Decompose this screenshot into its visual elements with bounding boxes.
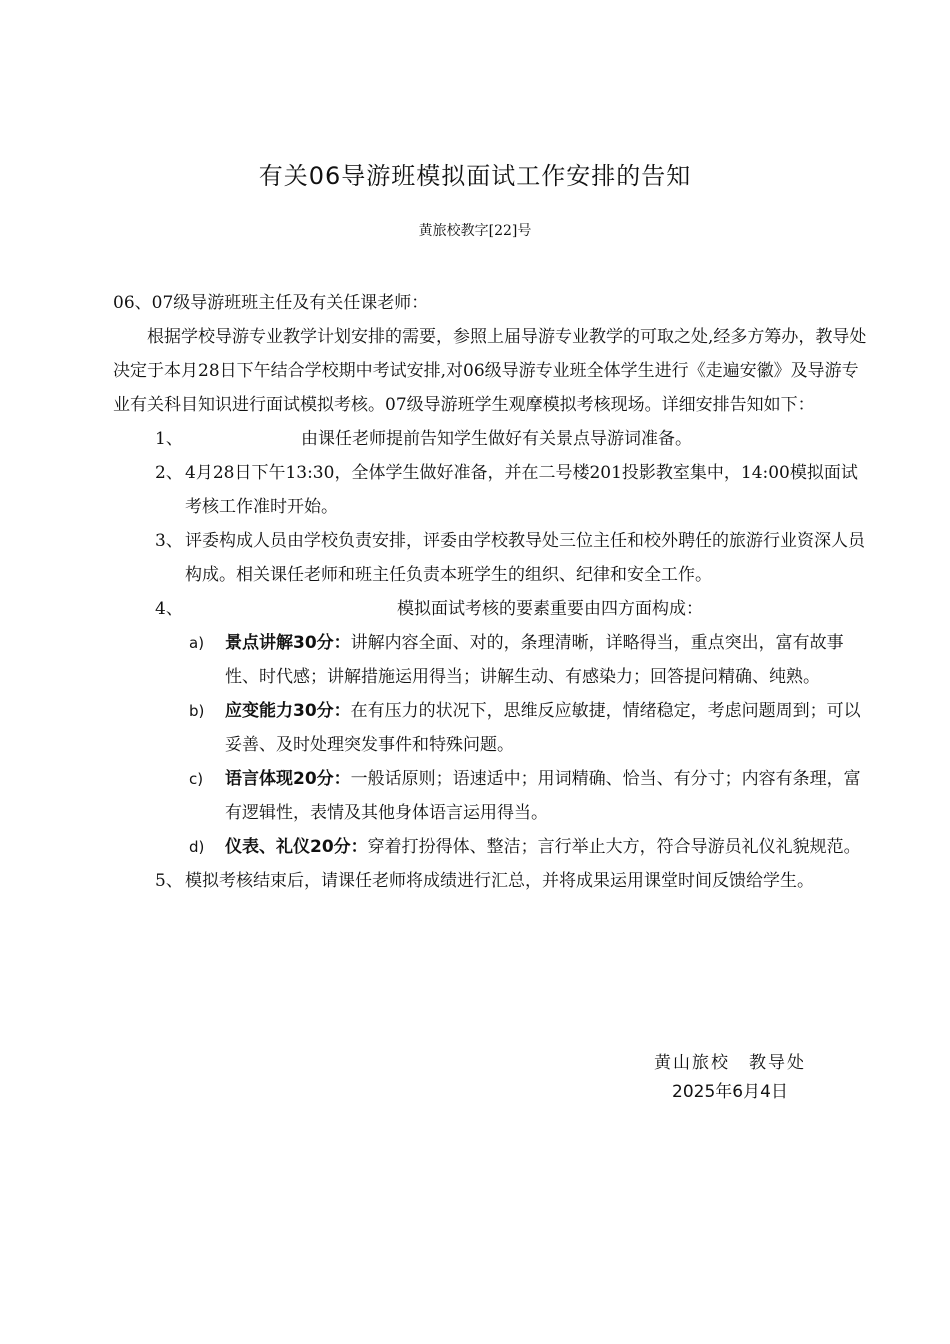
criteria-heading: 应变能力30分：: [225, 701, 351, 721]
intro-paragraph: 根据学校导游专业教学计划安排的需要，参照上届导游专业教学的可取之处,经多方筹办，教导处决定于本月28日下午结合学校期中考试安排,对06级导游专业班全体学生进行《走遍安徽》及导游专业有关科目知识进行面试模拟考核。07级导游班学生观摩模拟考核现场。详细安排告知如下：: [113, 327, 867, 415]
criteria-text: 在有压力的状况下，思维反应敏捷，情绪稳定，考虑问题周到；可以妥善、及时处理突发事件和特殊问题。: [225, 701, 861, 755]
item-text: 由课任老师提前告知学生做好有关景点导游词准备。: [301, 429, 692, 449]
item-text: 模拟考核结束后，请课任老师将成绩进行汇总，并将成果运用课堂时间反馈给学生。: [185, 871, 814, 891]
criteria-label: a): [189, 634, 205, 652]
list-item-3: [113, 524, 873, 592]
item-number: 5、: [155, 871, 183, 891]
criteria-label: b): [189, 702, 205, 720]
item-text: 4月28日下午13:30，全体学生做好准备，并在二号楼201投影教室集中，14:00模拟面试考核工作准时开始。: [185, 463, 858, 517]
item-number: 4、: [155, 599, 183, 619]
document-number: 黄旅校教字[22]号: [418, 223, 532, 239]
criteria-item-b: [113, 694, 873, 762]
criteria-text: 穿着打扮得体、整洁；言行举止大方，符合导游员礼仪礼貌规范。: [367, 837, 861, 857]
list-item-4: [113, 592, 873, 626]
criteria-item-d: [113, 830, 873, 864]
criteria-text: 一般话原则；语速适中；用词精确、恰当、有分寸；内容有条理，富有逻辑性，表情及其他身体语言运用得当。: [225, 769, 861, 823]
list-item-5: [113, 864, 873, 898]
list-item-2: [113, 456, 873, 524]
item-number: 2、: [155, 463, 183, 483]
list-item-1: [113, 422, 873, 456]
criteria-heading: 仪表、礼仪20分：: [225, 837, 368, 857]
criteria-item-c: [113, 762, 873, 830]
item-number: 3、: [155, 531, 183, 551]
salutation: 06、07级导游班班主任及有关任课老师：: [113, 293, 429, 313]
criteria-label: c): [189, 770, 204, 788]
signature-date: 2025年6月4日: [672, 1082, 788, 1102]
criteria-heading: 语言体现20分：: [225, 769, 351, 789]
item-text: 评委构成人员由学校负责安排，评委由学校教导处三位主任和校外聘任的旅游行业资深人员构成。相关课任老师和班主任负责本班学生的组织、纪律和安全工作。: [185, 531, 865, 585]
criteria-text: 讲解内容全面、对的，条理清晰，详略得当，重点突出，富有故事性、时代感；讲解措施运用得当；讲解生动、有感染力；回答提问精确、纯熟。: [225, 633, 844, 687]
document-body: [113, 286, 873, 898]
signature-org: 黄山旅校 教导处: [654, 1053, 806, 1073]
criteria-label: d): [189, 838, 205, 856]
criteria-item-a: [113, 626, 873, 694]
item-text: 模拟面试考核的要素重要由四方面构成：: [397, 599, 703, 619]
document-title: 有关06导游班模拟面试工作安排的告知: [258, 162, 692, 190]
criteria-heading: 景点讲解30分：: [225, 633, 351, 653]
item-number: 1、: [155, 429, 183, 449]
